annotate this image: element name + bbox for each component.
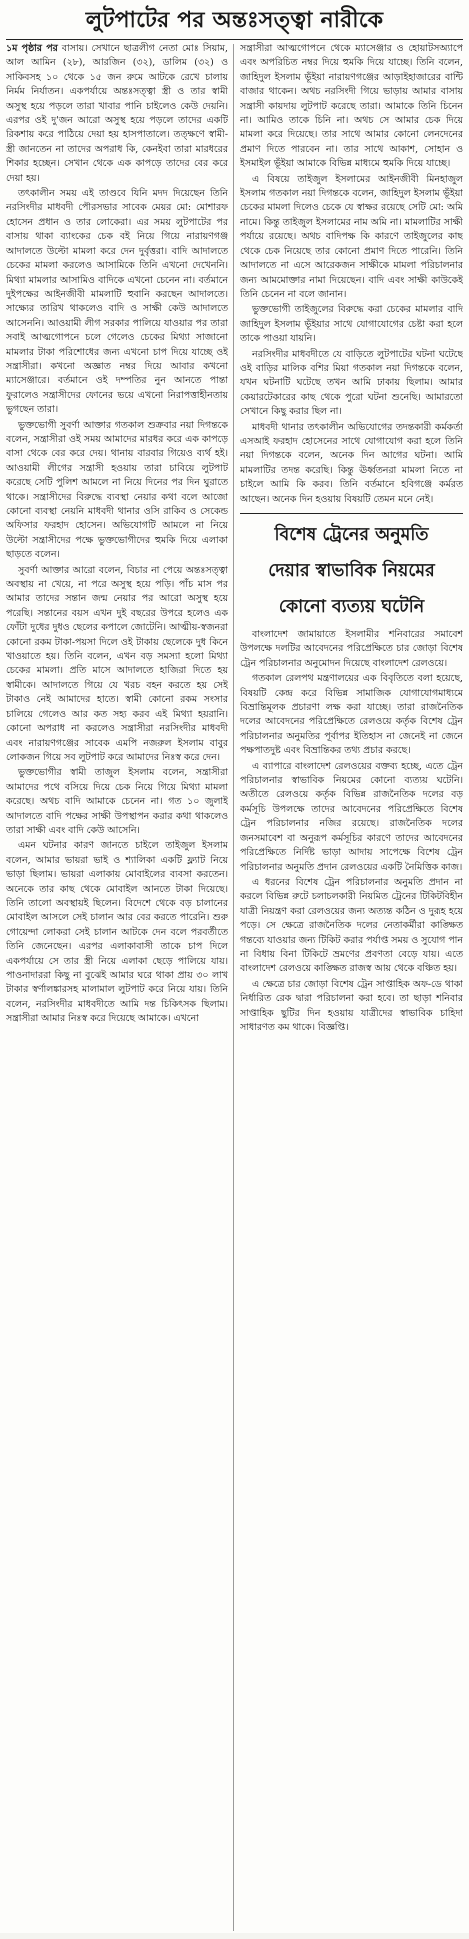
body-paragraph: সন্ত্রাসীরা আত্মগোপনে থেকে ম্যাসেঞ্জার ও হোয়াটসঅ্যাপে এবং অপরিচিত নম্বর দিয়ে হুমকি দিয়ে যাচ্ছে। তিনি বলেন, জাহিদুল ইসলাম ভূঁইয়া নারায়ণগঞ্জের আড়াইহাজারের বান্টি বাজার থাকেন। অথচ নরসিংদী গিয়ে ভাড়ায় আমার বাসায় সন্ত্রাসী কায়দায় লুটপাট করেছে তারা। আমাকে তিনি চিনেন না। আমিও তাকে চিনি না। অথচ সে আমার চেক দিয়ে মামলা করে দিয়েছে। তার সাথে আমার কোনো লেনদেনের প্রমাণ দিতে পারবেন না। তার সাথে আকাশ, সোহান ও ইসমাইল ভূঁইয়া আমাকে বিভিন্ন মাধ্যমে হুমকি দিয়ে যাচ্ছে। bbox=[240, 43, 463, 170]
article-headline: লুটপাটের পর অন্তঃসত্ত্বা নারীকে bbox=[85, 8, 384, 33]
lead-text: বাসায়। সেখানে ছাত্রলীগ নেতা মোঃ সিয়াম, আল আমিন (২৮), আরজিন (৩২), ডালিম (৩২) ও সাকিবসহ ১০ থেকে ১৫ জন রুমে আটকে রেখে চালায় নির্মম নির্যাতন। একপর্যায়ে অন্তঃসত্ত্বা স্ত্রী ও তার স্বামী অসুস্থ হয়ে পড়লে তারা খাবার পানি চাইলেও কেউ দেয়নি। এরপর ওই দু'জন আরো অসুস্থ হয়ে পড়লে তাদের একটি রিকশায় করে পাঠিয়ে দেয়া হয় হাসপাতালে। তত্ক্ষণে স্বামী-স্ত্রী জানতেন না তাদের অপরাধ কি, কেনইবা তারা মারধরের শিকার হচ্ছেন। সেখান থেকে এক কাপড়ে তাদের বের করে দেয়া হয়। bbox=[6, 43, 228, 184]
body-paragraph: এ ক্ষেত্রে চার জোড়া বিশেষ ট্রেন সাপ্তাহিক অফ-ডে থাকা নির্ধারিত রেক দ্বারা পরিচালনা করা হবে। তা ছাড়া শনিবার সাপ্তাহিক ছুটির দিন হওয়ায় যাত্রীদের স্বাভাবিক চাহিদা সাধারণত কম থাকে। বিজ্ঞপ্তি। bbox=[240, 978, 463, 1033]
body-paragraph: বাংলাদেশ জামায়াতে ইসলামীর শনিবারের সমাবেশ উপলক্ষে দলটির আবেদনের পরিপ্রেক্ষিতে চার জোড়া বিশেষ ট্রেন পরিচালনার অনুমোদন দিয়েছে বাংলাদেশ রেলওয়ে। bbox=[240, 629, 463, 669]
body-paragraph: এমন ঘটনার কারণ জানতে চাইলে তাইজুল ইসলাম বলেন, আমার ভায়রা ভাই ও শ্যালিকা একটি ফ্ল্যাট নিয়ে ভাড়া ছিলাম। ভায়রা এলাকায় মোবাইলের ব্যবসা করতেন। অনেকে তার কাছ থেকে মোবাইল আনতে টাকা দিয়েছে। তিনি তালো অবস্থায়ই ছিলেন। বিদেশে থেকে বড় চালানের মোবাইল আসলে সেই চালান আর বের করতে পারেনি। শুরু গোয়েন্দা লোকরা সেই চালান আটকে দেন বলে পরবর্তীতে তিনি জেনেছেন। এরপর এলাকাবাসী তাকে চাপ দিলে একপর্যায়ে সে তার স্ত্রী নিয়ে এলাকা ছেড়ে পালিয়ে যায়। পাওনাদাররা কিছু না বুঝেই আমার ঘরে থাকা প্রায় ৩০ লাখ টাকার স্বর্ণালঙ্কারসহ মালামাল লুটপাট করে নিয়ে যায়। তিনি বলেন, নরসিংদীর মাধবদীতে আমি দন্ত চিকিৎসক ছিলাম। সন্ত্রাসীরা আমার নিঃস্ব করে দিয়েছে আমাকে। এখনো bbox=[6, 840, 228, 1025]
lead-paragraph bbox=[6, 42, 228, 186]
section-rule bbox=[240, 513, 463, 514]
body-paragraph: ভুক্তভোগীর স্বামী তাজুল ইসলাম বলেন, সন্ত্রাসীরা আমাদের পথে বসিয়ে দিয়ে চেক নিয়ে গিয়ে মিথ্যা মামলা করেছে। অথচ বাদি আমাকে চেনেন না। গত ১০ জুলাই আদালতে বাদি পক্ষের সাক্ষী উপস্থাপন করার কথা থাকলেও তারা সাক্ষী এবং বাদি কেউ আসেনি। bbox=[6, 767, 228, 836]
body-paragraph: ভুক্তভোগী সুবর্ণা আক্তার গতকাল শুক্রবার নয়া দিগন্তকে বলেন, সন্ত্রাসীরা ওই সময় আমাদের মারধর করে এক কাপড়ে বাসা থেকে বের করে দেয়। থানায় বারবার গিয়েও ব্যর্থ হই। আওয়ামী লীগের সন্ত্রাসী হওয়ায় তারা চাবিয়ে লুটপাট করেছে সেটি পুলিশ আমলে না নিয়ে দিনের পর দিন ঘুরাতে থাকে। সন্ত্রাসীদের বিরুদ্ধে ব্যবস্থা নেয়ার কথা বলে আজো কোনো ব্যবস্থা নেয়নি মাধবদী থানার ওসি রাকিব ও সেকেন্ড অফিসার ফরহাদ হোসেন। অভিযোগটি আমলে না নিয়ে উল্টো সন্ত্রাসীদের পক্ষে ভুক্তভোগীদের হুমকি দিয়ে এলাকা ছাড়তে বলেন। bbox=[6, 419, 228, 561]
column-divider bbox=[233, 44, 234, 1931]
body-paragraph: এ ব্যাপারে বাংলাদেশ রেলওয়ের বক্তব্য হচ্ছে, এতে ট্রেন পরিচালনার স্বাভাবিক নিয়মের কোনো ব্যত্যয় ঘটেনি। অতীতে রেলওয়ে কর্তৃক বিভিন্ন রাজনৈতিক দলের বড় কর্মসূচি উপলক্ষে তাদের আবেদনের পরিপ্রেক্ষিতে বিশেষ ট্রেন পরিচালনার নজির রয়েছে। রাজনৈতিক দলের জনসমাবেশ বা অনুরূপ কর্মসূচির কারণে তাদের আবেদনের পরিপ্রেক্ষিতে নির্দিষ্ট ভাড়া আদায় সাপেক্ষে বিশেষ ট্রেন পরিচালনার অনুমতি প্রদান রেলওয়ের একটি নৈমিত্তিক কাজ। bbox=[240, 760, 463, 873]
body-paragraph: এ বিষয়ে তাইজুল ইসলামের আইনজীবী মিনহাজুল ইসলাম গতকাল নয়া দিগন্তকে বলেন, জাহিদুল ইসলাম ভূঁইয়া চেকের মামলা দিলেও চেকে যে স্বাক্ষর রয়েছে সেটি মো: অমি নামে। কিন্তু তাইজুল ইসলামের নাম অমি না। মামলাটির সাক্ষী পর্যায়ে রয়েছে। অথচ বাদিপক্ষ কি কারণে তাইজুলের কাছ থেকে চেক নিয়েছে তার কোনো প্রমাণ দিতে পারেনি। তিনি আদালতে না এসে আরেকজন সাক্ষীকে মামলা পরিচালনার জন্য আমমোক্তার নামা দিয়েছেন। বাদি এবং সাক্ষী কাউকেই তিনি চেনেন না বলে জানান। bbox=[240, 173, 463, 300]
right-column bbox=[240, 42, 463, 1933]
second-article-headline-line-1: বিশেষ ট্রেনের অনুমতি bbox=[274, 525, 429, 545]
second-article bbox=[240, 520, 463, 1035]
body-paragraph: নরসিংদীর মাধবদীতে যে বাড়িতে লুটপাটের ঘটনা ঘটেছে ওই বাড়ির মালিক বশির মিয়া গতকাল নয়া দিগন্তকে বলেন, যখন ঘটনাটি ঘটেছে তখন আমি ঢাকায় ছিলাম। আমার কেয়ারটেকারের কাছ থেকে পুরো ঘটনা শুনেছি। আমারতো সেখানে কিছু করার ছিল না। bbox=[240, 348, 463, 418]
left-column bbox=[6, 42, 228, 1933]
second-article-headline-line-3: কোনো ব্যত্যয় ঘটেনি bbox=[278, 597, 425, 617]
body-paragraph: সুবর্ণা আক্তার আরো বলেন, বিচার না পেয়ে অন্তঃসত্ত্বা অবস্থায় না খেয়ে, না পরে অসুস্থ হয়ে পড়ি। পাঁচ মাস পর আমার তাদের সন্তান জন্ম নেয়ার পর আরো অসুস্থ হয়ে পরেছি। সন্তানের বয়স এখন দুই বছরের উপরে হলেও এক ফোঁটা দুধের দুধও ছেলের কপালে জোটেনি। আত্মীয়-স্বজনরা কোনো রকম টাকা-পয়সা দিলে ওই টাকায় ছেলেকে দুধ কিনে খাওয়াতে হয়। তিনি বলেন, এখন বড় সমস্যা হলো মিথ্যা চেকের মামলা। প্রতি মাসে আদালতে হাজিরা দিতে হয় স্বামীকে। আদালতে গিয়ে যে খরচ বহন করতে হয় সেই টাকাও নেই আমাদের হাতে। স্বামী কোনো রকম সংসার চালিয়ে গেলেও আর কত সহ্য করব এই মিথ্যা হয়রানি। কোনো অপরাধ না করলেও সন্ত্রাসীরা নরসিংদীর মাধবদী এবং নারায়ণগঞ্জের সাবেক এমপি নজরুল ইসলাম বাবুর লোকজন গিয়ে সব লুটপাট করে আমাদের নিঃস্ব করে দেন। bbox=[6, 564, 228, 763]
continuation-label: ১ম পৃষ্ঠার পর bbox=[6, 43, 58, 54]
body-paragraph: মাধবদী থানার তৎকালীন অভিযোগের তদন্তকারী কর্মকর্তা এসআই ফরহাদ হোসেনের সাথে যোগাযোগ করা হলে তিনি নয়া দিগন্তকে বলেন, অনেক দিন আগের ঘটনা। আমি মামলাটির তদন্ত করেছি। কিন্তু ঊর্ধ্বতনরা মামলা নিতে না চাইলে আমি কি করব। তিনি বর্তমানে হবিগঞ্জে কর্মরত আছেন। অনেক দিন হওয়ায় বিষয়টি তেমন মনে নেই। bbox=[240, 421, 463, 505]
body-paragraph: ভুক্তভোগী তাইজুলের বিরুদ্ধে করা চেকের মামলার বাদি জাহিদুল ইসলাম ভূঁইয়ার সাথে যোগাযোগের চেষ্টা করা হলে তাকে পাওয়া যায়নি। bbox=[240, 304, 463, 345]
body-paragraph: গতকাল রেলপথ মন্ত্রণালয়ের এক বিবৃতিতে বলা হয়েছে, বিষয়টি কেন্দ্র করে বিভিন্ন সামাজিক যোগাযোগমাধ্যমে বিভ্রান্তিমূলক প্রচারণা লক্ষ করা যাচ্ছে। তারা রাজনৈতিক দলের আবেদনের পরিপ্রেক্ষিতে রেলওয়ে কর্তৃক বিশেষ ট্রেন পরিচালনার অনুমতির পূর্বাপর ইতিহাস না জেনেই না জেনে পক্ষপাতদুষ্ট এবং বিভ্রান্তিকর তথ্য প্রচার করছে। bbox=[240, 673, 463, 757]
body-paragraph: তৎকালীন সময় এই তাণ্ডবে যিনি মদদ দিয়েছেন তিনি নরসিংদীর মাধবদী পৌরসভার সাবেক মেয়র মো: মোশারফ হোসেন প্রধান ও তার লোকেরা। এর সময় লুটপাটের পর বাসায় থাকা ব্যাংকের চেক বই নিয়ে গিয়ে নারায়ণগঞ্জ আদালতে উল্টো মামলা করে দেন দুর্বৃত্তরা। বাদি আদালতে চেকের মামলা করলেও আসামিকে তিনি এখনো দেখেননি। মিথ্যা মামলার আসামিও বাদিকে এখনো চেনেন না। বর্তমানে দুইপক্ষের আইনজীবী মামলাটি হুবানি করছেন আদালতে। সাক্ষ্যের তারিখ থাকলেও বাদি ও সাক্ষী কেউ আদালতে আসেননি। আওয়ামী লীগ সরকার পালিয়ে যাওয়ার পর তারা সবাই আত্মগোপনে চলে গেলেও চেকের মিথ্যা সাজানো মামলার টাকা পরিশোধের জন্য এখনো চাপ দিয়ে যাচ্ছে ওই সন্ত্রাসীরা। কখনো অজ্ঞাত নম্বর দিয়ে আবার কখনো ম্যাসেঞ্জারে। বর্তমানে ওই দম্পতির নুন আনতে পান্তা ফুরালেও সন্ত্রাসীদের ফোনের ভয়ে এখনো নিরাপত্তাহীনতায় ভুগছেন তারা। bbox=[6, 188, 228, 416]
headline-rule bbox=[6, 39, 463, 40]
second-article-headline-line-2: দেয়ার স্বাভাবিক নিয়মের bbox=[268, 561, 435, 581]
body-paragraph: এ ধরনের বিশেষ ট্রেন পরিচালনার অনুমতি প্রদান না করলে বিভিন্ন রুটে চলাচলকারী নিয়মিত ট্রেনের টিকিটবিহীন যাত্রী নিয়ন্ত্রণ করা রেলওয়ের জন্য অত্যন্ত কঠিন ও দুরূহ হয়ে পড়ে। সে ক্ষেত্রে রাজনৈতিক দলের নেতাকর্মীরা কাঙ্ক্ষিত গন্তব্যে যাওয়ার জন্য টিকিট করার পর্যাপ্ত সময় ও সুযোগ পান না বিধায় বিনা টিকিটে ভ্রমণের প্রবণতা বেড়ে যায়। এতে বাংলাদেশ রেলওয়ে কাঙ্ক্ষিত রাজস্ব আয় থেকে বঞ্চিত হয়। bbox=[240, 876, 463, 975]
page-bottom-edge bbox=[0, 1933, 469, 1939]
